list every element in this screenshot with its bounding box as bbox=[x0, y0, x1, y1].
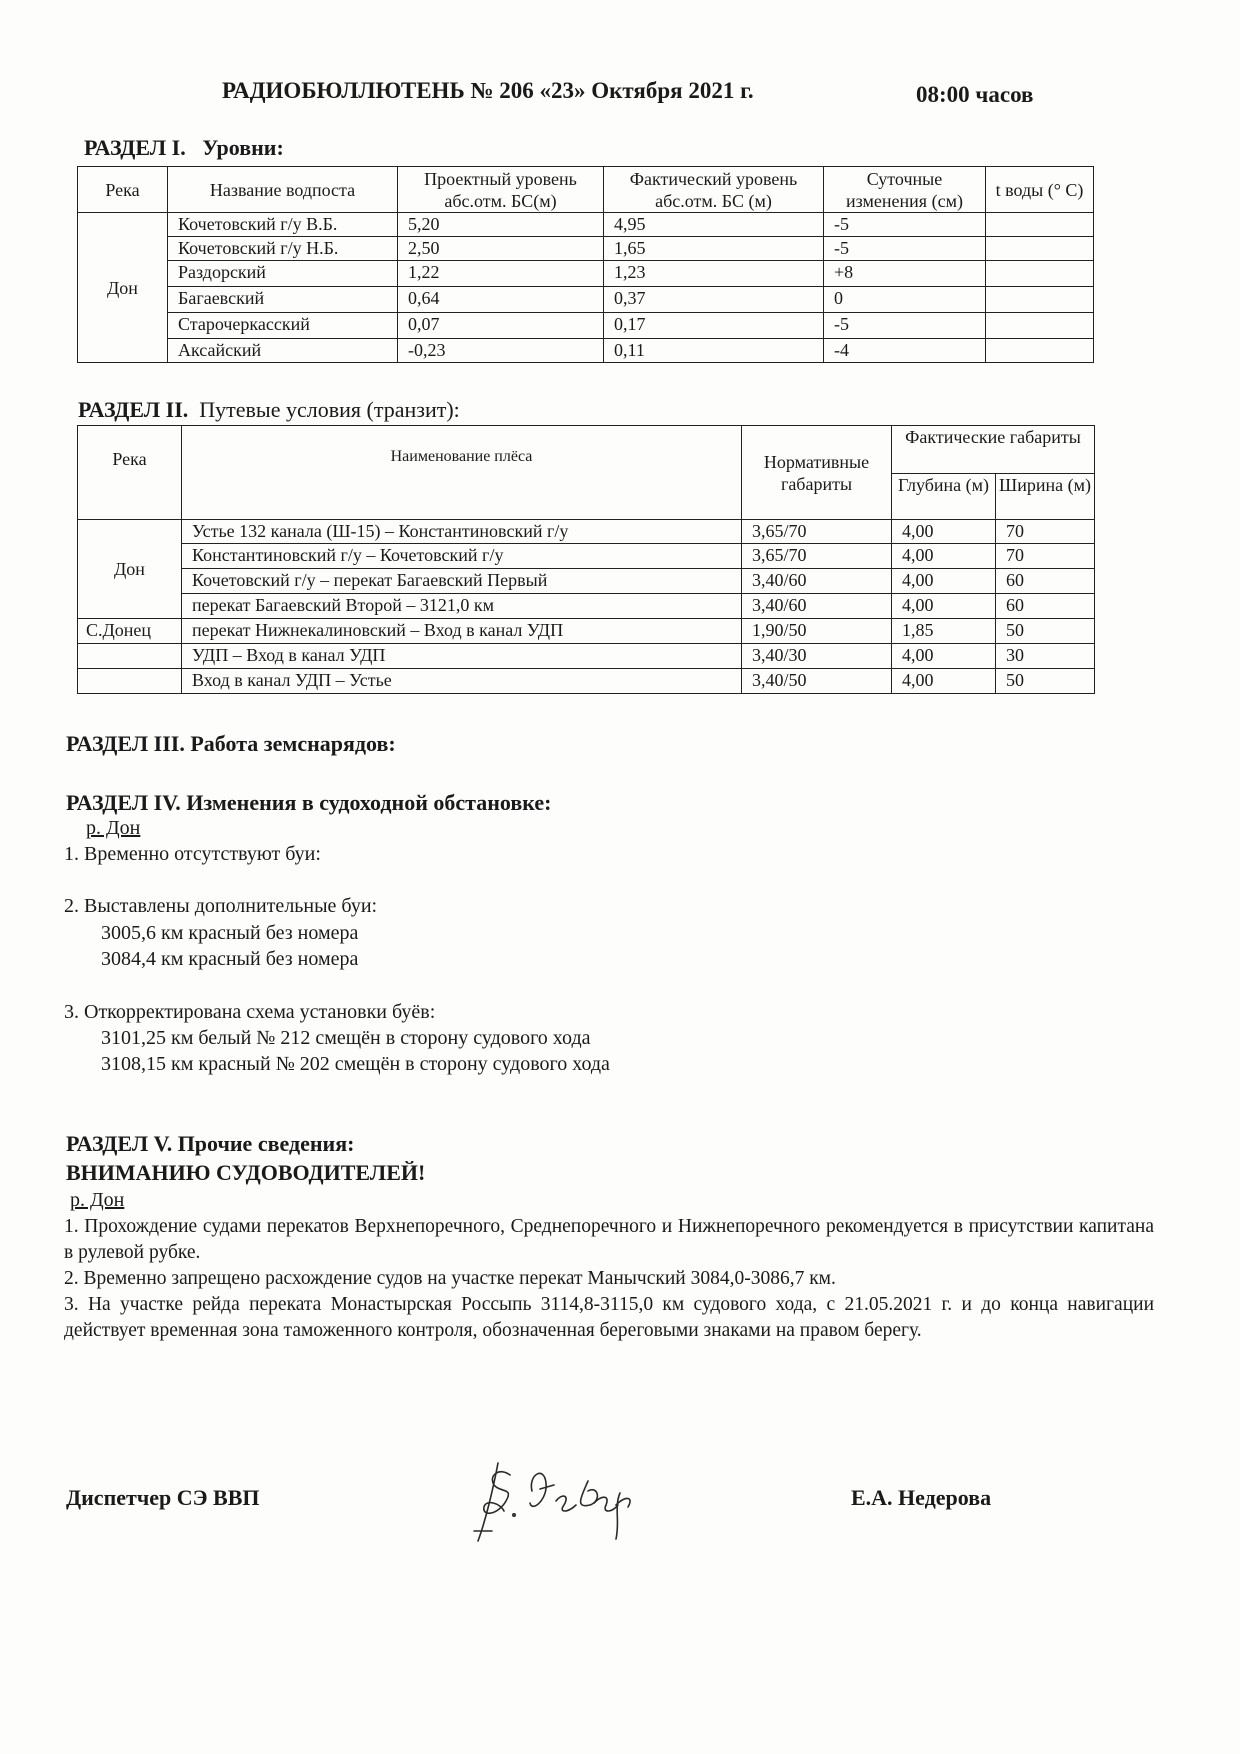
section1-title: Уровни: bbox=[202, 135, 284, 160]
route-river-empty bbox=[78, 669, 182, 694]
post-name: Старочеркасский bbox=[168, 313, 398, 339]
section4-river: р. Дон bbox=[86, 817, 141, 839]
route-river-empty bbox=[78, 644, 182, 669]
section5-paragraph-2: 2. Временно запрещено расхождение судов на участке перекат Манычский 3084,0-3086,7 км. bbox=[64, 1268, 836, 1289]
table-row bbox=[78, 569, 1095, 594]
daily-change: +8 bbox=[824, 261, 986, 287]
levels-header-change: Суточные изменения (см) bbox=[824, 167, 986, 213]
water-temp bbox=[986, 237, 1094, 261]
table-row bbox=[78, 213, 1094, 237]
actual-depth: 4,00 bbox=[892, 569, 996, 594]
handwritten-signature bbox=[470, 1455, 650, 1550]
table-row bbox=[78, 644, 1095, 669]
section3-title: РАЗДЕЛ III. Работа земснарядов: bbox=[66, 731, 396, 756]
levels-header-project: Проектный уровень абс.отм. БС(м) bbox=[398, 167, 604, 213]
actual-width: 30 bbox=[996, 644, 1095, 669]
fact-level: 1,65 bbox=[604, 237, 824, 261]
project-level: 5,20 bbox=[398, 213, 604, 237]
bulletin-header bbox=[0, 78, 1240, 118]
levels-header-river: Река bbox=[78, 167, 168, 213]
section4-title: РАЗДЕЛ IV. Изменения в судоходной обстановке: bbox=[66, 790, 552, 815]
post-name: Раздорский bbox=[168, 261, 398, 287]
post-name: Аксайский bbox=[168, 339, 398, 363]
post-name: Кочетовский г/у Н.Б. bbox=[168, 237, 398, 261]
daily-change: -5 bbox=[824, 313, 986, 339]
norm-dims: 3,40/60 bbox=[742, 594, 892, 619]
levels-header-post: Название водпоста bbox=[168, 167, 398, 213]
buoy-line: 3005,6 км красный без номера bbox=[101, 922, 359, 944]
table-row bbox=[78, 619, 1095, 644]
actual-width: 70 bbox=[996, 520, 1095, 544]
route-table bbox=[77, 425, 1095, 694]
norm-dims: 3,65/70 bbox=[742, 544, 892, 569]
route-river-cell: С.Донец bbox=[78, 619, 182, 644]
actual-depth: 4,00 bbox=[892, 544, 996, 569]
table-row bbox=[78, 669, 1095, 694]
table-row bbox=[78, 261, 1094, 287]
route-header-norm: Нормативные габариты bbox=[742, 426, 892, 520]
project-level: 2,50 bbox=[398, 237, 604, 261]
levels-river-cell: Дон bbox=[78, 213, 168, 363]
post-name: Багаевский bbox=[168, 287, 398, 313]
reach-name: Устье 132 канала (Ш-15) – Константиновский г/у bbox=[182, 520, 742, 544]
section5-paragraph-3: 3. На участке рейда переката Монастырская Россыпь 3114,8-3115,0 км судового хода, с 21.05.2021 г. и до конца навигации действует временная зона таможенного контроля, обозначенная береговыми знаками на правом берегу. bbox=[64, 1294, 1154, 1341]
route-header-river: Река bbox=[78, 426, 182, 520]
reach-name: Константиновский г/у – Кочетовский г/у bbox=[182, 544, 742, 569]
project-level: 0,64 bbox=[398, 287, 604, 313]
reach-name: УДП – Вход в канал УДП bbox=[182, 644, 742, 669]
route-header-actual: Фактические габариты bbox=[892, 426, 1095, 474]
water-temp bbox=[986, 313, 1094, 339]
water-temp bbox=[986, 339, 1094, 363]
route-header-width: Ширина (м) bbox=[996, 474, 1095, 520]
water-temp bbox=[986, 287, 1094, 313]
section5-river: р. Дон bbox=[70, 1189, 125, 1211]
actual-width: 50 bbox=[996, 669, 1095, 694]
levels-header-temp: t воды (° С) bbox=[986, 167, 1094, 213]
section2-title: Путевые условия (транзит): bbox=[199, 397, 460, 422]
buoy-line: 3101,25 км белый № 212 смещён в сторону судового хода bbox=[101, 1027, 591, 1049]
reach-name: Кочетовский г/у – перекат Багаевский Первый bbox=[182, 569, 742, 594]
table-row bbox=[78, 313, 1094, 339]
signer-position: Диспетчер СЭ ВВП bbox=[66, 1485, 260, 1510]
fact-level: 0,37 bbox=[604, 287, 824, 313]
actual-width: 50 bbox=[996, 619, 1095, 644]
table-row bbox=[78, 520, 1095, 544]
fact-level: 0,11 bbox=[604, 339, 824, 363]
levels-header-fact: Фактический уровень абс.отм. БС (м) bbox=[604, 167, 824, 213]
fact-level: 0,17 bbox=[604, 313, 824, 339]
norm-dims: 1,90/50 bbox=[742, 619, 892, 644]
route-header-reach: Наименование плёса bbox=[182, 426, 742, 520]
norm-dims: 3,65/70 bbox=[742, 520, 892, 544]
route-header-depth: Глубина (м) bbox=[892, 474, 996, 520]
actual-depth: 4,00 bbox=[892, 644, 996, 669]
fact-level: 4,95 bbox=[604, 213, 824, 237]
actual-depth: 4,00 bbox=[892, 520, 996, 544]
daily-change: -5 bbox=[824, 237, 986, 261]
section1-heading bbox=[84, 135, 284, 161]
buoy-line: 3084,4 км красный без номера bbox=[101, 948, 359, 970]
route-header-row bbox=[78, 426, 1095, 474]
buoy-line: 3108,15 км красный № 202 смещён в сторону судового хода bbox=[101, 1053, 610, 1075]
daily-change: -5 bbox=[824, 213, 986, 237]
section4-item-2: 2. Выставлены дополнительные буи: bbox=[64, 895, 378, 917]
project-level: 0,07 bbox=[398, 313, 604, 339]
actual-depth: 1,85 bbox=[892, 619, 996, 644]
reach-name: Вход в канал УДП – Устье bbox=[182, 669, 742, 694]
section1-number: РАЗДЕЛ I. bbox=[84, 135, 186, 160]
norm-dims: 3,40/30 bbox=[742, 644, 892, 669]
table-row bbox=[78, 287, 1094, 313]
actual-width: 70 bbox=[996, 544, 1095, 569]
actual-depth: 4,00 bbox=[892, 594, 996, 619]
reach-name: перекат Багаевский Второй – 3121,0 км bbox=[182, 594, 742, 619]
section5-paragraph-1: 1. Прохождение судами перекатов Верхнепоречного, Среднепоречного и Нижнепоречного рекомендуется в присутствии капитана в рулевой рубке. bbox=[64, 1216, 1154, 1263]
actual-width: 60 bbox=[996, 594, 1095, 619]
reach-name: перекат Нижнекалиновский – Вход в канал УДП bbox=[182, 619, 742, 644]
fact-level: 1,23 bbox=[604, 261, 824, 287]
bulletin-time: 08:00 часов bbox=[916, 82, 1034, 107]
actual-width: 60 bbox=[996, 569, 1095, 594]
levels-header-row bbox=[78, 167, 1094, 213]
section4-item-3: 3. Откорректирована схема установки буёв: bbox=[64, 1001, 436, 1023]
post-name: Кочетовский г/у В.Б. bbox=[168, 213, 398, 237]
section5-subtitle: ВНИМАНИЮ СУДОВОДИТЕЛЕЙ! bbox=[66, 1160, 426, 1185]
table-row bbox=[78, 237, 1094, 261]
section4-item-1: 1. Временно отсутствуют буи: bbox=[64, 843, 321, 865]
bulletin-title: РАДИОБЮЛЛЮТЕНЬ № 206 «23» Октября 2021 г. bbox=[222, 78, 754, 103]
actual-depth: 4,00 bbox=[892, 669, 996, 694]
daily-change: -4 bbox=[824, 339, 986, 363]
section2-number: РАЗДЕЛ II. bbox=[78, 397, 189, 422]
section5-title: РАЗДЕЛ V. Прочие сведения: bbox=[66, 1131, 355, 1156]
project-level: -0,23 bbox=[398, 339, 604, 363]
route-river-cell: Дон bbox=[78, 520, 182, 619]
project-level: 1,22 bbox=[398, 261, 604, 287]
daily-change: 0 bbox=[824, 287, 986, 313]
norm-dims: 3,40/50 bbox=[742, 669, 892, 694]
water-temp bbox=[986, 213, 1094, 237]
water-temp bbox=[986, 261, 1094, 287]
signer-name: Е.А. Недерова bbox=[851, 1485, 992, 1510]
norm-dims: 3,40/60 bbox=[742, 569, 892, 594]
levels-table bbox=[77, 166, 1094, 363]
table-row bbox=[78, 544, 1095, 569]
table-row bbox=[78, 339, 1094, 363]
table-row bbox=[78, 594, 1095, 619]
section2-heading bbox=[78, 397, 460, 423]
